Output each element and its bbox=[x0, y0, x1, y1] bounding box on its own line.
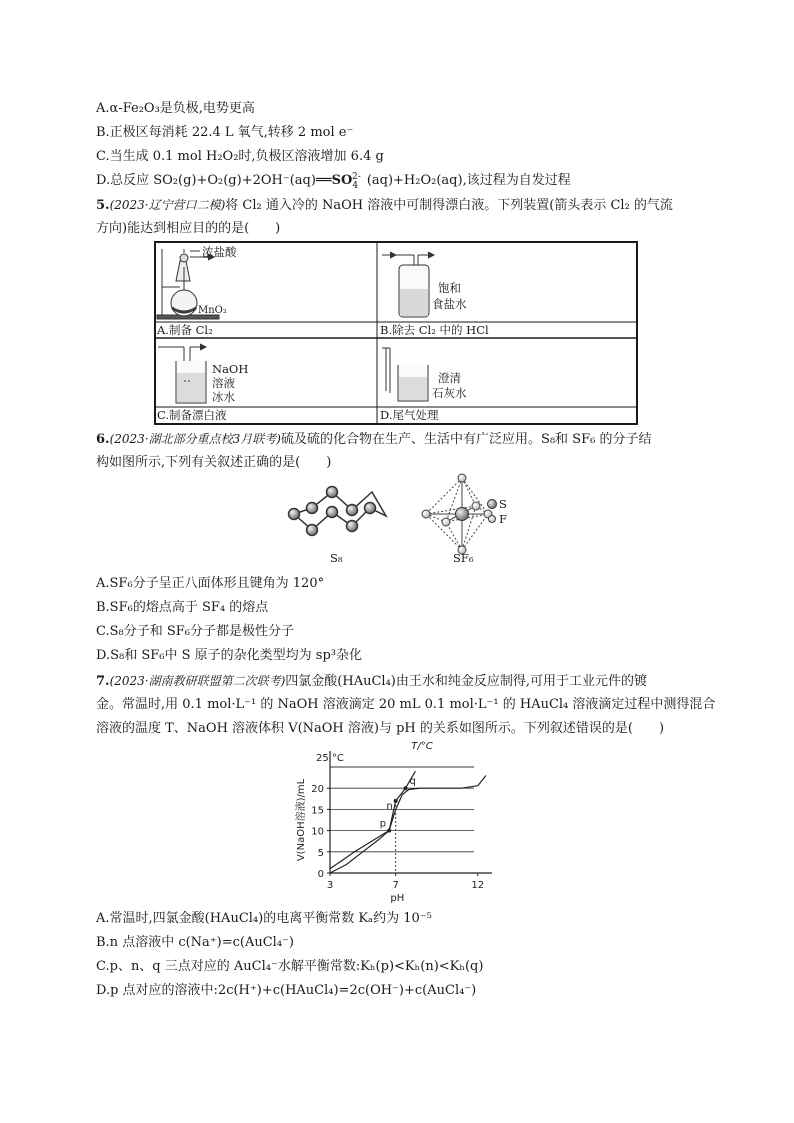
q4-option-d-equals: ══ bbox=[315, 173, 332, 188]
chart-x-tick-label: 3 bbox=[326, 880, 334, 891]
q6-stem-text1: 硫及硫的化合物在生产、生活中有广泛应用。S₈和 SF₆ 的分子结 bbox=[280, 432, 652, 447]
q7-stem-line1 bbox=[96, 673, 647, 690]
chart-y-tick-label: 10 bbox=[311, 826, 324, 838]
chart-y-tick-label: 5 bbox=[317, 847, 324, 859]
q5-number: 5. bbox=[96, 198, 110, 213]
chart-point-q bbox=[404, 786, 408, 790]
chart-series-line-1 bbox=[330, 776, 486, 874]
chart-x-tick-label: 12 bbox=[471, 880, 485, 891]
q4-option-d-pre: D.总反应 SO₂(g)+O₂(g)+2OH⁻(aq) bbox=[96, 173, 316, 188]
chart-x-axis-label: pH bbox=[390, 893, 405, 903]
q7-stem-line3: 溶液的温度 T、NaOH 溶液体积 V(NaOH 溶液)与 pH 的关系如图所示。下列叙述错误的是( ) bbox=[96, 721, 665, 736]
apparatus-d bbox=[382, 348, 428, 401]
q4-option-c: C.当生成 0.1 mol H₂O₂时,负极区溶液增加 6.4 g bbox=[96, 149, 384, 164]
q5-c-label-2: 溶液 bbox=[212, 376, 235, 390]
q6-option-a: A.SF₆分子呈正八面体形且键角为 120° bbox=[96, 576, 325, 591]
q4-option-a: A.α-Fe₂O₃是负极,电势更高 bbox=[96, 101, 255, 116]
q5-c-label-1: NaOH bbox=[212, 362, 249, 376]
q5-a-caption: A.制备 Cl₂ bbox=[157, 323, 213, 337]
chart-point-p bbox=[387, 829, 391, 833]
q5-c-label-3: 冰水 bbox=[212, 390, 235, 404]
q6-stem-line2: 构如图所示,下列有关叙述正确的是( ) bbox=[96, 455, 332, 470]
q7-stem-text1: 四氯金酸(HAuCl₄)由王水和纯金反应制得,可用于工业元件的镀 bbox=[285, 674, 647, 689]
q5-b-label-2: 食盐水 bbox=[432, 297, 467, 311]
chart-series-line-2 bbox=[330, 771, 415, 869]
s8-caption: S₈ bbox=[330, 551, 343, 565]
q6-option-d: D.S₈和 SF₆中 S 原子的杂化类型均为 sp³杂化 bbox=[96, 648, 362, 663]
q7-option-b: B.n 点溶液中 c(Na⁺)=c(AuCl₄⁻) bbox=[96, 935, 294, 950]
q5-stem-text1: 将 Cl₂ 通入冷的 NaOH 溶液中可制得漂白液。下列装置(箭头表示 Cl₂ 的气流 bbox=[225, 198, 673, 213]
q5-c-caption: C.制备漂白液 bbox=[157, 408, 227, 422]
q5-source: (2023·辽宁营口二模) bbox=[109, 198, 226, 212]
q5-a-label-acid: 浓盐酸 bbox=[202, 245, 237, 259]
q4-option-d: D.总反应 $SO_2(g)+O_2(g)+2OH^-(aq)══SO_4^{2-}$ (aq)+H₂O₂(aq),该过程为自发过程 bbox=[96, 171, 571, 191]
q5-apparatus-table bbox=[154, 241, 638, 425]
legend-f-icon bbox=[489, 516, 496, 523]
chart-point-label-q: q bbox=[409, 776, 416, 788]
q6-option-b: B.SF₆的熔点高于 SF₄ 的熔点 bbox=[96, 600, 269, 615]
chart-point-n bbox=[394, 799, 398, 803]
q7-option-c: C.p、n、q 三点对应的 AuCl₄⁻水解平衡常数:Kₕ(p)<Kₕ(n)<Kₕ(q) bbox=[96, 959, 484, 974]
q7-source: (2023·湖南教研联盟第二次联考) bbox=[109, 674, 286, 688]
chart-top-label: 25 °C bbox=[316, 753, 344, 764]
sf6-molecule bbox=[422, 474, 492, 554]
chart-y-axis-label: V(NaOH溶液)/mL bbox=[296, 778, 307, 862]
s8-molecule bbox=[289, 487, 387, 536]
q5-d-label-1: 澄清 bbox=[438, 371, 461, 385]
q5-stem-line1 bbox=[96, 197, 673, 214]
q6-option-c: C.S₈分子和 SF₆分子都是极性分子 bbox=[96, 624, 295, 639]
q7-titration-chart bbox=[286, 737, 506, 903]
q7-stem-line2: 金。常温时,用 0.1 mol·L⁻¹ 的 NaOH 溶液滴定 20 mL 0.1 mol·L⁻¹ 的 HAuCl₄ 溶液滴定过程中测得混合 bbox=[96, 697, 716, 712]
q4-option-b: B.正极区每消耗 22.4 L 氧气,转移 2 mol e⁻ bbox=[96, 125, 354, 140]
q4-option-d-post: (aq)+H₂O₂(aq),该过程为自发过程 bbox=[366, 173, 571, 188]
q7-option-a: A.常温时,四氯金酸(HAuCl₄)的电离平衡常数 Kₐ约为 10⁻⁵ bbox=[96, 911, 432, 926]
chart-y-tick-label: 0 bbox=[317, 869, 324, 880]
q5-a-label-mno2: MnO₂ bbox=[198, 305, 227, 316]
legend-s-icon bbox=[488, 500, 497, 509]
q5-b-caption: B.除去 Cl₂ 中的 HCl bbox=[380, 323, 489, 337]
q6-source: (2023·湖北部分重点校3月联考) bbox=[109, 432, 281, 446]
chart-point-label-p: p bbox=[379, 818, 387, 830]
chart-y-tick-label: 15 bbox=[311, 805, 324, 817]
apparatus-b bbox=[382, 252, 434, 317]
legend-f-label: F bbox=[499, 512, 507, 526]
q5-d-caption: D.尾气处理 bbox=[380, 408, 439, 422]
chart-x-tick-label: 7 bbox=[392, 880, 399, 891]
chart-point-label-n: n bbox=[386, 800, 393, 812]
sf6-caption: SF₆ bbox=[453, 551, 474, 565]
legend-s-label: S bbox=[499, 497, 507, 511]
q4-option-d-sulfate: SO bbox=[331, 173, 353, 188]
q6-stem-line1 bbox=[96, 431, 651, 448]
chart-title: T/°C bbox=[411, 741, 433, 752]
apparatus-c bbox=[158, 344, 206, 403]
q5-b-label-1: 饱和 bbox=[438, 281, 461, 295]
q5-stem-line2: 方向)能达到相应目的的是( ) bbox=[96, 221, 281, 236]
q6-molecule-figure bbox=[280, 472, 520, 572]
chart-y-tick-label: 20 bbox=[311, 784, 324, 796]
q7-option-d: D.p 点对应的溶液中:2c(H⁺)+c(HAuCl₄)=2c(OH⁻)+c(AuCl₄⁻) bbox=[96, 983, 477, 998]
q5-d-label-2: 石灰水 bbox=[432, 386, 467, 400]
q7-number: 7. bbox=[96, 674, 110, 689]
q6-number: 6. bbox=[96, 432, 110, 447]
